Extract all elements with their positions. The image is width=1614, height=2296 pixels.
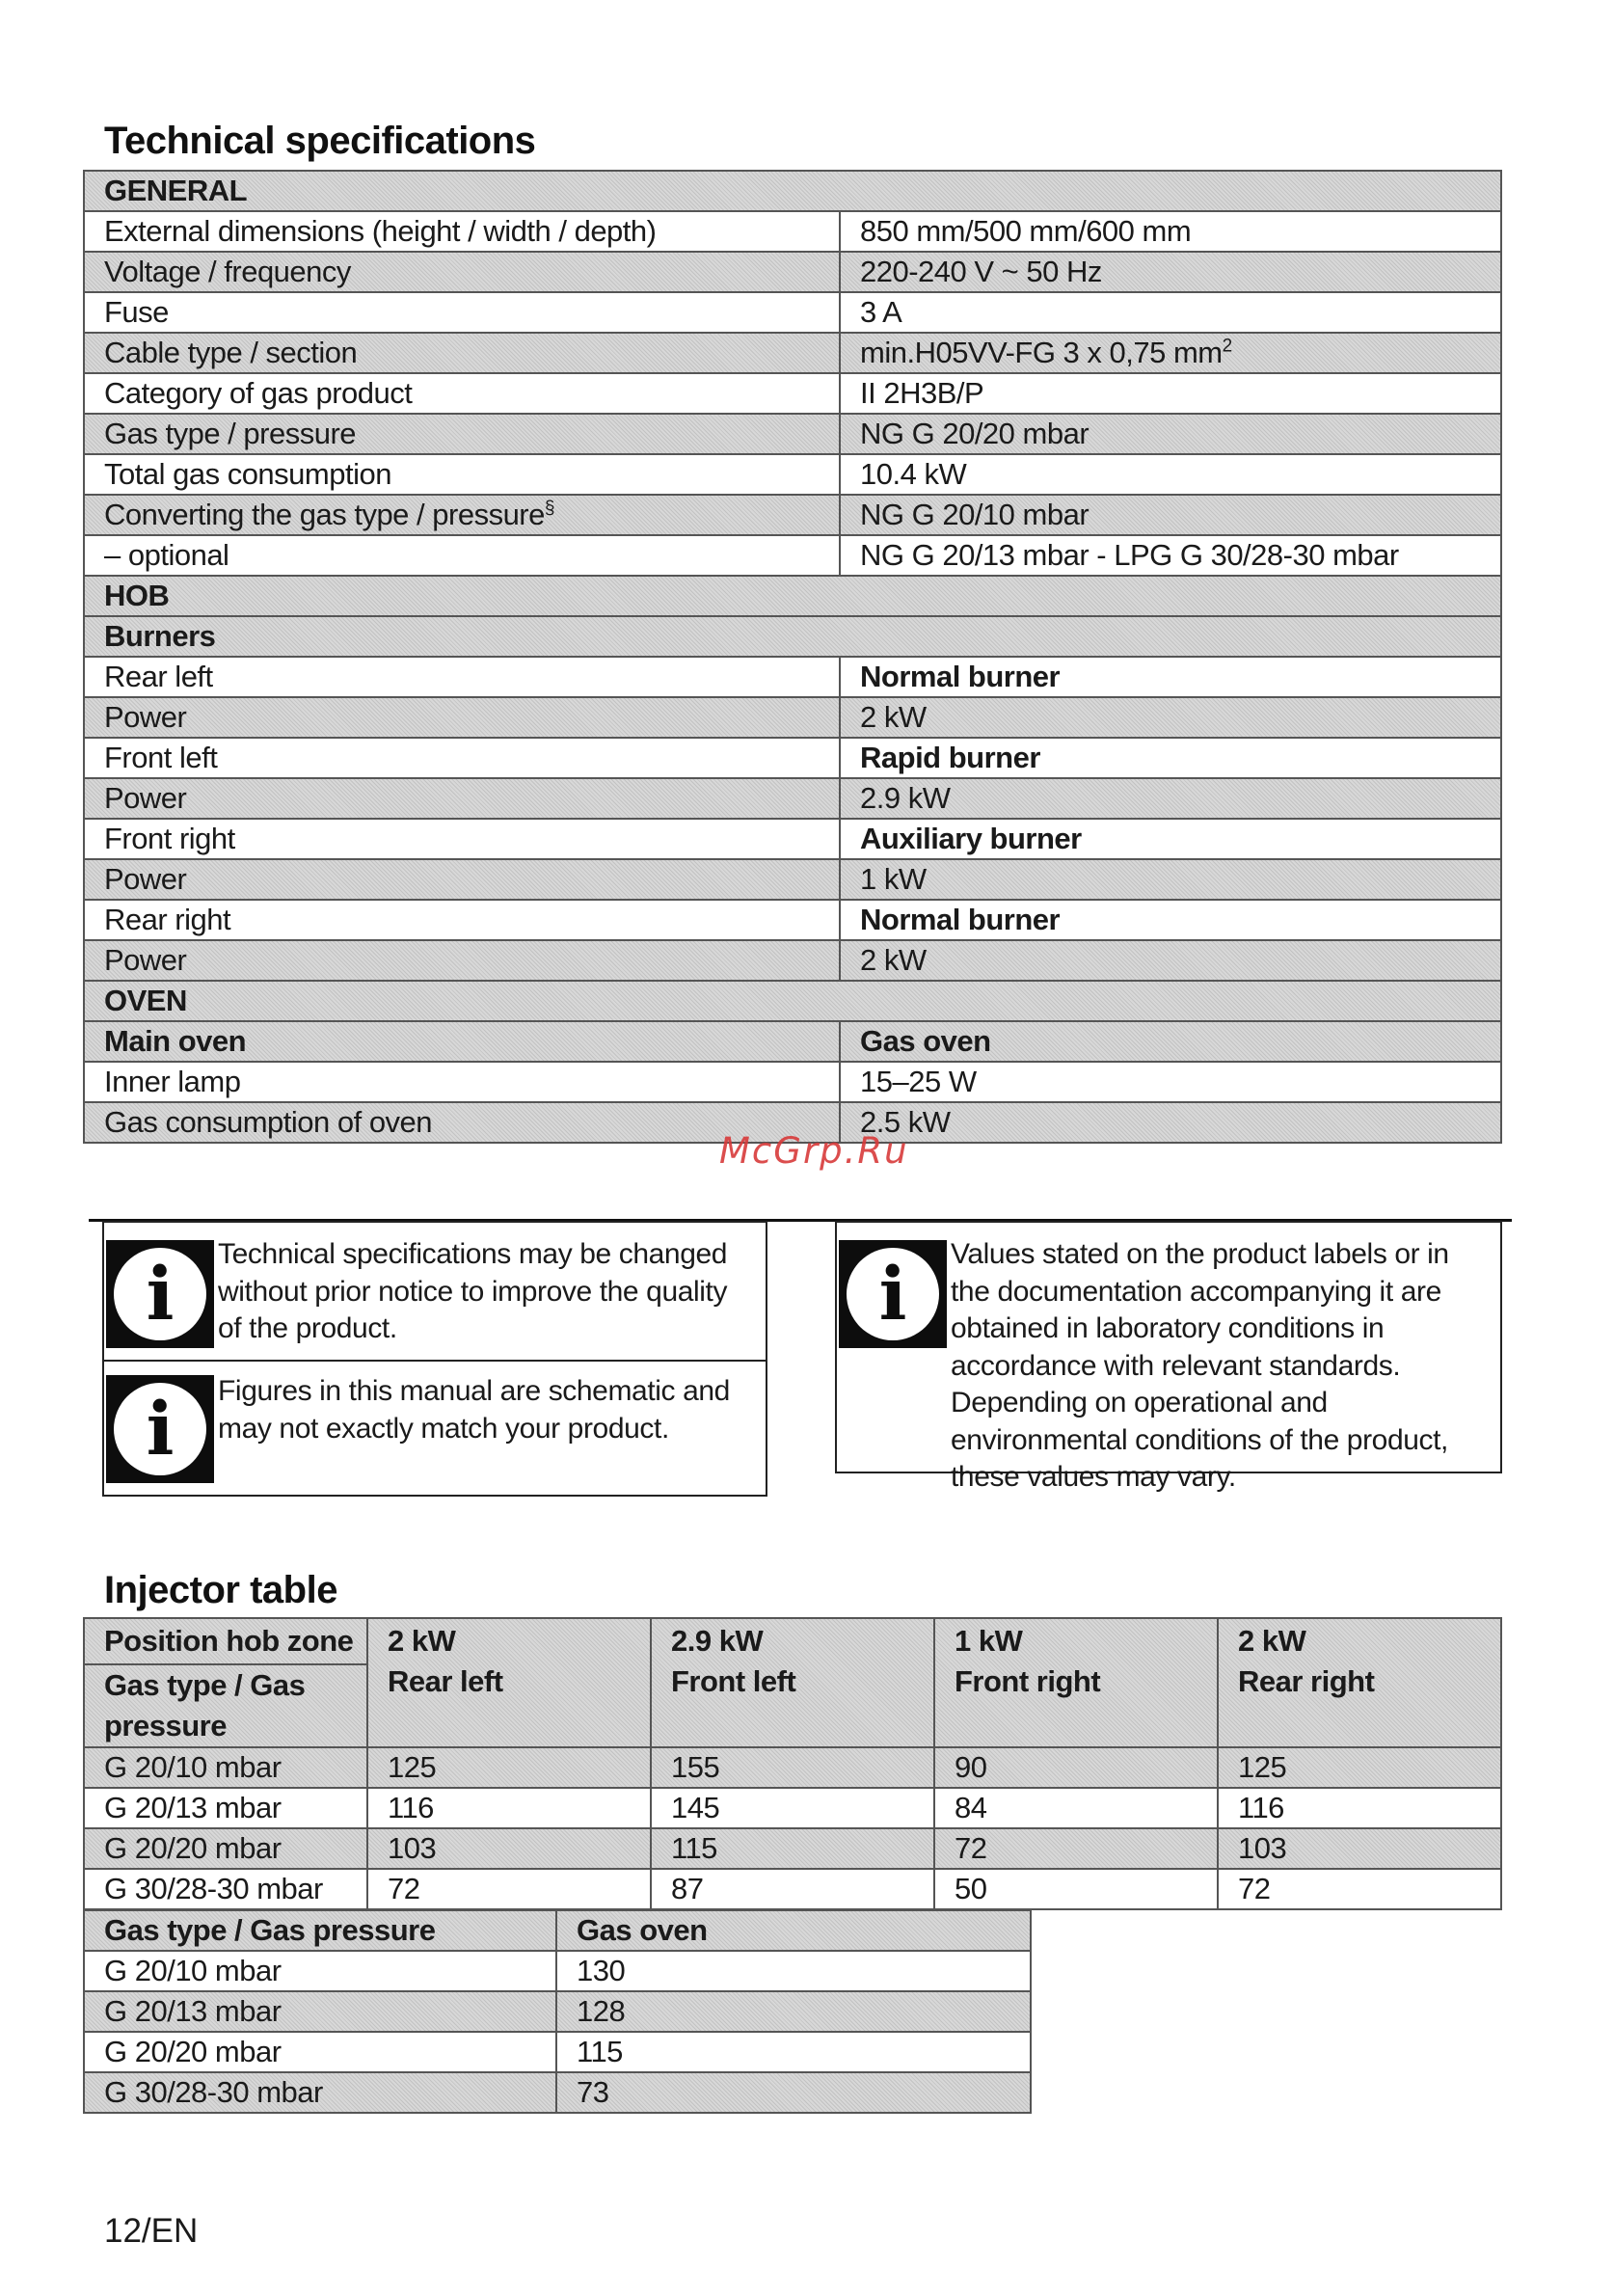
info-text-spec-change: Technical specifications may be changed without prior notice to improve the quality of the product. [218, 1238, 728, 1344]
info-icon [839, 1240, 947, 1348]
injector-row [84, 1828, 1501, 1869]
info-icon [106, 1240, 214, 1348]
oven-injector-header-gas: Gas type / Gas pressure [84, 1910, 556, 1951]
oven-injector-row [84, 1951, 1031, 1991]
injector-value: 145 [651, 1788, 934, 1828]
injector-value: 115 [651, 1828, 934, 1869]
injector-value: 72 [934, 1828, 1218, 1869]
spec-value: NG G 20/10 mbar [840, 495, 1501, 535]
zone-position: Front left [671, 1664, 796, 1698]
info-icon-glyph: i [114, 1383, 206, 1475]
oven-injector-table [83, 1909, 1032, 2114]
burner-power-row [84, 940, 1501, 981]
injector-value: 155 [651, 1747, 934, 1788]
burner-type: Normal burner [840, 657, 1501, 697]
zone-power: 2 kW [1238, 1624, 1306, 1658]
burner-power-row [84, 697, 1501, 738]
injector-value: 50 [934, 1869, 1218, 1909]
injector-value: 72 [1218, 1869, 1501, 1909]
spec-row [84, 535, 1501, 576]
oven-injector-header-value: Gas oven [556, 1910, 1031, 1951]
burner-power-label: Power [84, 940, 840, 981]
oven-injector-value: 115 [556, 2032, 1031, 2072]
section-row-general [84, 171, 1501, 211]
injector-value: 90 [934, 1747, 1218, 1788]
burner-power-row [84, 778, 1501, 819]
spec-label: Cable type / section [84, 333, 840, 373]
burner-row [84, 900, 1501, 940]
zone-header [651, 1618, 934, 1747]
burner-power-value: 2 kW [840, 697, 1501, 738]
zone-header [934, 1618, 1218, 1747]
zone-header [1218, 1618, 1501, 1747]
info-icon [106, 1375, 214, 1483]
section-label-burners: Burners [84, 616, 1501, 657]
section-row-hob [84, 576, 1501, 616]
zone-position: Rear left [388, 1664, 503, 1698]
spec-label: External dimensions (height / width / depth) [84, 211, 840, 252]
spec-row [84, 414, 1501, 454]
burner-power-value: 2.9 kW [840, 778, 1501, 819]
burner-row [84, 819, 1501, 859]
spec-value: NG G 20/13 mbar - LPG G 30/28-30 mbar [840, 535, 1501, 576]
info-text-values: Values stated on the product labels or in the documentation accompanying it are obtained in laboratory conditions in accordance with relevant standards. Depending on operational and environmental conditions of the product, these values may vary. [951, 1238, 1449, 1493]
zone-position: Front right [955, 1664, 1101, 1698]
spec-row [84, 495, 1501, 535]
injector-gas: G 20/20 mbar [84, 1828, 367, 1869]
section-label-oven: OVEN [84, 981, 1501, 1021]
oven-row [84, 1021, 1501, 1062]
injector-row [84, 1788, 1501, 1828]
zone-position: Rear right [1238, 1664, 1375, 1698]
watermark: McGrp.Ru [719, 1130, 909, 1172]
burner-type: Auxiliary burner [840, 819, 1501, 859]
oven-value: 15–25 W [840, 1062, 1501, 1102]
converting-label-superscript: § [544, 498, 554, 519]
oven-injector-value: 128 [556, 1991, 1031, 2032]
burner-power-row [84, 859, 1501, 900]
injector-value: 116 [1218, 1788, 1501, 1828]
spec-value: 10.4 kW [840, 454, 1501, 495]
info-text-figures: Figures in this manual are schematic and may not exactly match your product. [218, 1375, 730, 1445]
info-divider [104, 1360, 766, 1362]
injector-header-row [84, 1618, 1501, 1747]
spec-row [84, 454, 1501, 495]
section-row-burners [84, 616, 1501, 657]
info-box-left [102, 1221, 767, 1497]
spec-value: II 2H3B/P [840, 373, 1501, 414]
burner-power-label: Power [84, 778, 840, 819]
zone-header [367, 1618, 651, 1747]
burner-row [84, 657, 1501, 697]
injector-value: 84 [934, 1788, 1218, 1828]
spec-label: Gas type / pressure [84, 414, 840, 454]
injector-gas: G 30/28-30 mbar [84, 1869, 367, 1909]
injector-value: 125 [1218, 1747, 1501, 1788]
injector-header-position: Position hob zone [104, 1624, 354, 1658]
injector-value: 125 [367, 1747, 651, 1788]
burner-power-value: 2 kW [840, 940, 1501, 981]
spec-value: 850 mm/500 mm/600 mm [840, 211, 1501, 252]
spec-title: Technical specifications [104, 120, 536, 162]
oven-injector-value: 130 [556, 1951, 1031, 1991]
oven-injector-value: 73 [556, 2072, 1031, 2113]
converting-label-text: Converting the gas type / pressure [104, 498, 545, 531]
injector-title: Injector table [104, 1569, 337, 1611]
spec-table [83, 170, 1502, 1144]
oven-label: Main oven [84, 1021, 840, 1062]
spec-label: Fuse [84, 292, 840, 333]
spec-row [84, 252, 1501, 292]
oven-injector-header-row [84, 1910, 1031, 1951]
section-label-hob: HOB [84, 576, 1501, 616]
oven-injector-gas: G 30/28-30 mbar [84, 2072, 556, 2113]
spec-label: – optional [84, 535, 840, 576]
injector-header-cell [84, 1618, 367, 1747]
burner-type: Rapid burner [840, 738, 1501, 778]
injector-value: 116 [367, 1788, 651, 1828]
burner-position: Front left [84, 738, 840, 778]
zone-power: 2.9 kW [671, 1624, 764, 1658]
spec-row [84, 292, 1501, 333]
oven-value: Gas oven [840, 1021, 1501, 1062]
zone-power: 1 kW [955, 1624, 1023, 1658]
spec-value: 220-240 V ~ 50 Hz [840, 252, 1501, 292]
burner-power-label: Power [84, 859, 840, 900]
spec-label: Category of gas product [84, 373, 840, 414]
injector-row [84, 1747, 1501, 1788]
spec-row [84, 333, 1501, 373]
oven-row [84, 1062, 1501, 1102]
burner-position: Rear left [84, 657, 840, 697]
zone-power: 2 kW [388, 1624, 456, 1658]
burner-row [84, 738, 1501, 778]
injector-value: 72 [367, 1869, 651, 1909]
spec-value-cable [840, 333, 1501, 373]
oven-injector-row [84, 2032, 1031, 2072]
burner-position: Front right [84, 819, 840, 859]
injector-table [83, 1617, 1502, 1910]
burner-power-value: 1 kW [840, 859, 1501, 900]
oven-injector-row [84, 2072, 1031, 2113]
oven-label: Gas consumption of oven [84, 1102, 840, 1143]
section-label-general: GENERAL [84, 171, 1501, 211]
injector-value: 103 [1218, 1828, 1501, 1869]
spec-label-converting [84, 495, 840, 535]
spec-value: NG G 20/20 mbar [840, 414, 1501, 454]
injector-gas: G 20/10 mbar [84, 1747, 367, 1788]
info-icon-glyph: i [847, 1248, 939, 1340]
burner-power-label: Power [84, 697, 840, 738]
injector-row [84, 1869, 1501, 1909]
burner-type: Normal burner [840, 900, 1501, 940]
oven-injector-gas: G 20/10 mbar [84, 1951, 556, 1991]
page-number: 12/EN [104, 2212, 199, 2250]
spec-label: Total gas consumption [84, 454, 840, 495]
oven-injector-gas: G 20/20 mbar [84, 2032, 556, 2072]
oven-injector-gas: G 20/13 mbar [84, 1991, 556, 2032]
burner-position: Rear right [84, 900, 840, 940]
info-icon-glyph: i [114, 1248, 206, 1340]
cable-value-text: min.H05VV-FG 3 x 0,75 mm [860, 336, 1223, 369]
injector-value: 103 [367, 1828, 651, 1869]
spec-label: Voltage / frequency [84, 252, 840, 292]
injector-gas: G 20/13 mbar [84, 1788, 367, 1828]
oven-label: Inner lamp [84, 1062, 840, 1102]
section-row-oven [84, 981, 1501, 1021]
cable-value-superscript: 2 [1222, 336, 1232, 357]
spec-row [84, 373, 1501, 414]
spec-value: 3 A [840, 292, 1501, 333]
spec-row [84, 211, 1501, 252]
info-box-right [835, 1221, 1502, 1493]
injector-header-gas: Gas type / Gas pressure [85, 1663, 366, 1746]
injector-value: 87 [651, 1869, 934, 1909]
oven-value: 2.5 kW [840, 1102, 1501, 1143]
oven-injector-row [84, 1991, 1031, 2032]
